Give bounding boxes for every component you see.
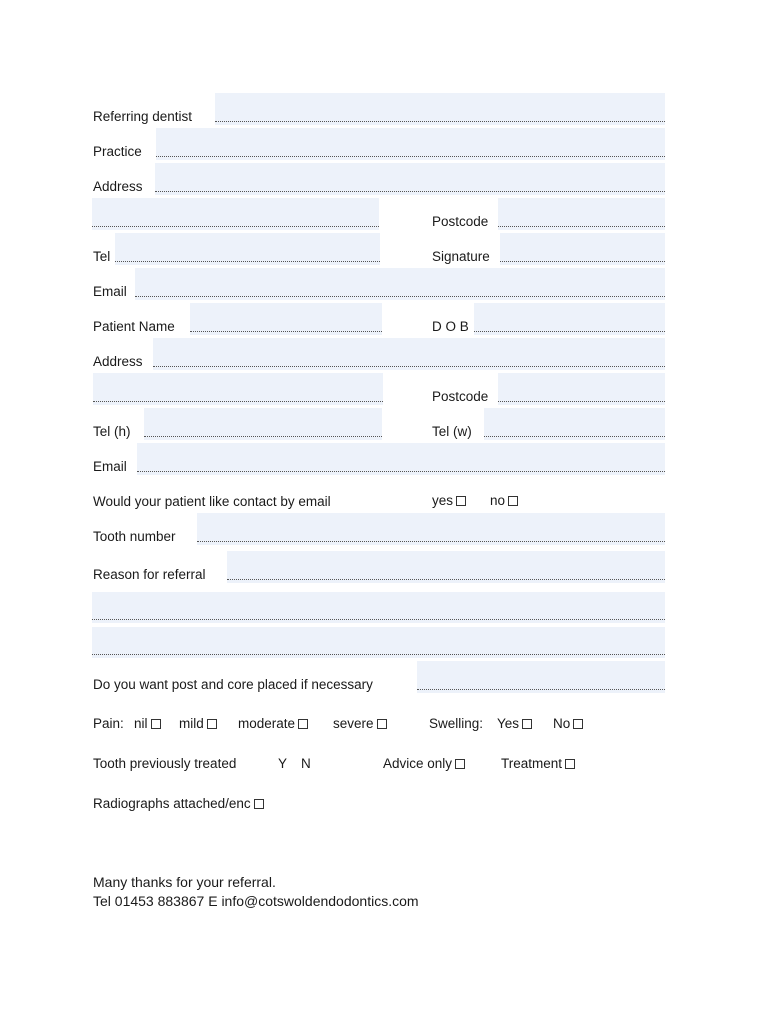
swelling-yes-checkbox[interactable] [522,719,532,729]
post-and-core-label: Do you want post and core placed if necessary [93,677,373,692]
pain-moderate-option[interactable] [238,716,308,732]
tel-input[interactable] [115,233,380,265]
pain-nil-label: nil [134,716,148,731]
reason-input-line1[interactable] [227,551,665,583]
practice-label: Practice [93,144,142,159]
patient-address-input-line1[interactable] [153,338,665,370]
contact-email-no-checkbox[interactable] [508,496,518,506]
contact-by-email-label: Would your patient like contact by email [93,494,331,509]
postcode-label: Postcode [432,214,489,229]
tel-home-input[interactable] [144,408,382,440]
reason-input-line3[interactable] [92,627,665,658]
contact-email-no-label: no [490,493,506,508]
swelling-yes-option[interactable] [497,716,532,732]
swelling-label: Swelling: [429,716,484,731]
tooth-prev-treated-y-option[interactable]: Y [278,756,288,771]
tooth-prev-treated-n-option[interactable]: N [301,756,311,771]
practice-input[interactable] [156,128,665,160]
patient-postcode-input[interactable] [498,373,665,405]
dob-input[interactable] [474,303,665,335]
pain-nil-option[interactable] [134,716,161,732]
swelling-no-option[interactable] [553,716,583,732]
dob-label: D O B [432,319,469,334]
contact-email-no-option[interactable] [490,493,518,509]
contact-email-yes-option[interactable] [432,493,466,509]
patient-name-input[interactable] [190,303,382,335]
postcode-input[interactable] [498,198,665,230]
signature-input[interactable] [500,233,665,265]
footer [93,873,419,911]
treatment-option[interactable] [501,756,575,772]
tooth-number-label: Tooth number [93,529,176,544]
pain-severe-option[interactable] [333,716,387,732]
radiographs-label: Radiographs attached/enc [93,796,251,811]
footer-contact: Tel 01453 883867 E info@cotswoldendodontics.com [93,893,419,909]
radiographs-option[interactable] [93,796,264,812]
tel-home-label: Tel (h) [93,424,131,439]
pain-severe-checkbox[interactable] [377,719,387,729]
pain-moderate-checkbox[interactable] [298,719,308,729]
patient-email-input[interactable] [137,443,665,475]
contact-email-yes-label: yes [432,493,454,508]
advice-only-label: Advice only [383,756,453,771]
address-input-line1[interactable] [155,163,665,195]
tel-work-input[interactable] [484,408,665,440]
tooth-number-input[interactable] [197,513,665,545]
email-input[interactable] [135,268,665,300]
swelling-yes-label: Yes [497,716,520,731]
patient-address-label: Address [93,354,143,369]
tooth-prev-treated-label: Tooth previously treated [93,756,237,771]
advice-only-option[interactable] [383,756,465,772]
address-input-line2[interactable] [92,198,379,230]
pain-mild-checkbox[interactable] [207,719,217,729]
reason-for-referral-label: Reason for referral [93,567,206,582]
pain-mild-label: mild [179,716,204,731]
treatment-label: Treatment [501,756,563,771]
referring-dentist-label: Referring dentist [93,109,193,124]
radiographs-checkbox[interactable] [254,799,264,809]
referring-dentist-input[interactable] [215,93,665,125]
pain-label: Pain: [93,716,124,731]
email-label: Email [93,284,127,299]
patient-postcode-label: Postcode [432,389,489,404]
address-label: Address [93,179,143,194]
footer-thanks: Many thanks for your referral. [93,874,276,890]
pain-mild-option[interactable] [179,716,217,732]
patient-name-label: Patient Name [93,319,175,334]
pain-nil-checkbox[interactable] [151,719,161,729]
pain-moderate-label: moderate [238,716,296,731]
swelling-no-label: No [553,716,571,731]
patient-email-label: Email [93,459,127,474]
signature-label: Signature [432,249,490,264]
advice-only-checkbox[interactable] [455,759,465,769]
treatment-checkbox[interactable] [565,759,575,769]
tel-work-label: Tel (w) [432,424,472,439]
tel-label: Tel [93,249,111,264]
reason-input-line2[interactable] [92,592,665,623]
patient-address-input-line2[interactable] [93,373,383,405]
pain-severe-label: severe [333,716,374,731]
post-and-core-input[interactable] [417,661,665,693]
contact-email-yes-checkbox[interactable] [456,496,466,506]
swelling-no-checkbox[interactable] [573,719,583,729]
